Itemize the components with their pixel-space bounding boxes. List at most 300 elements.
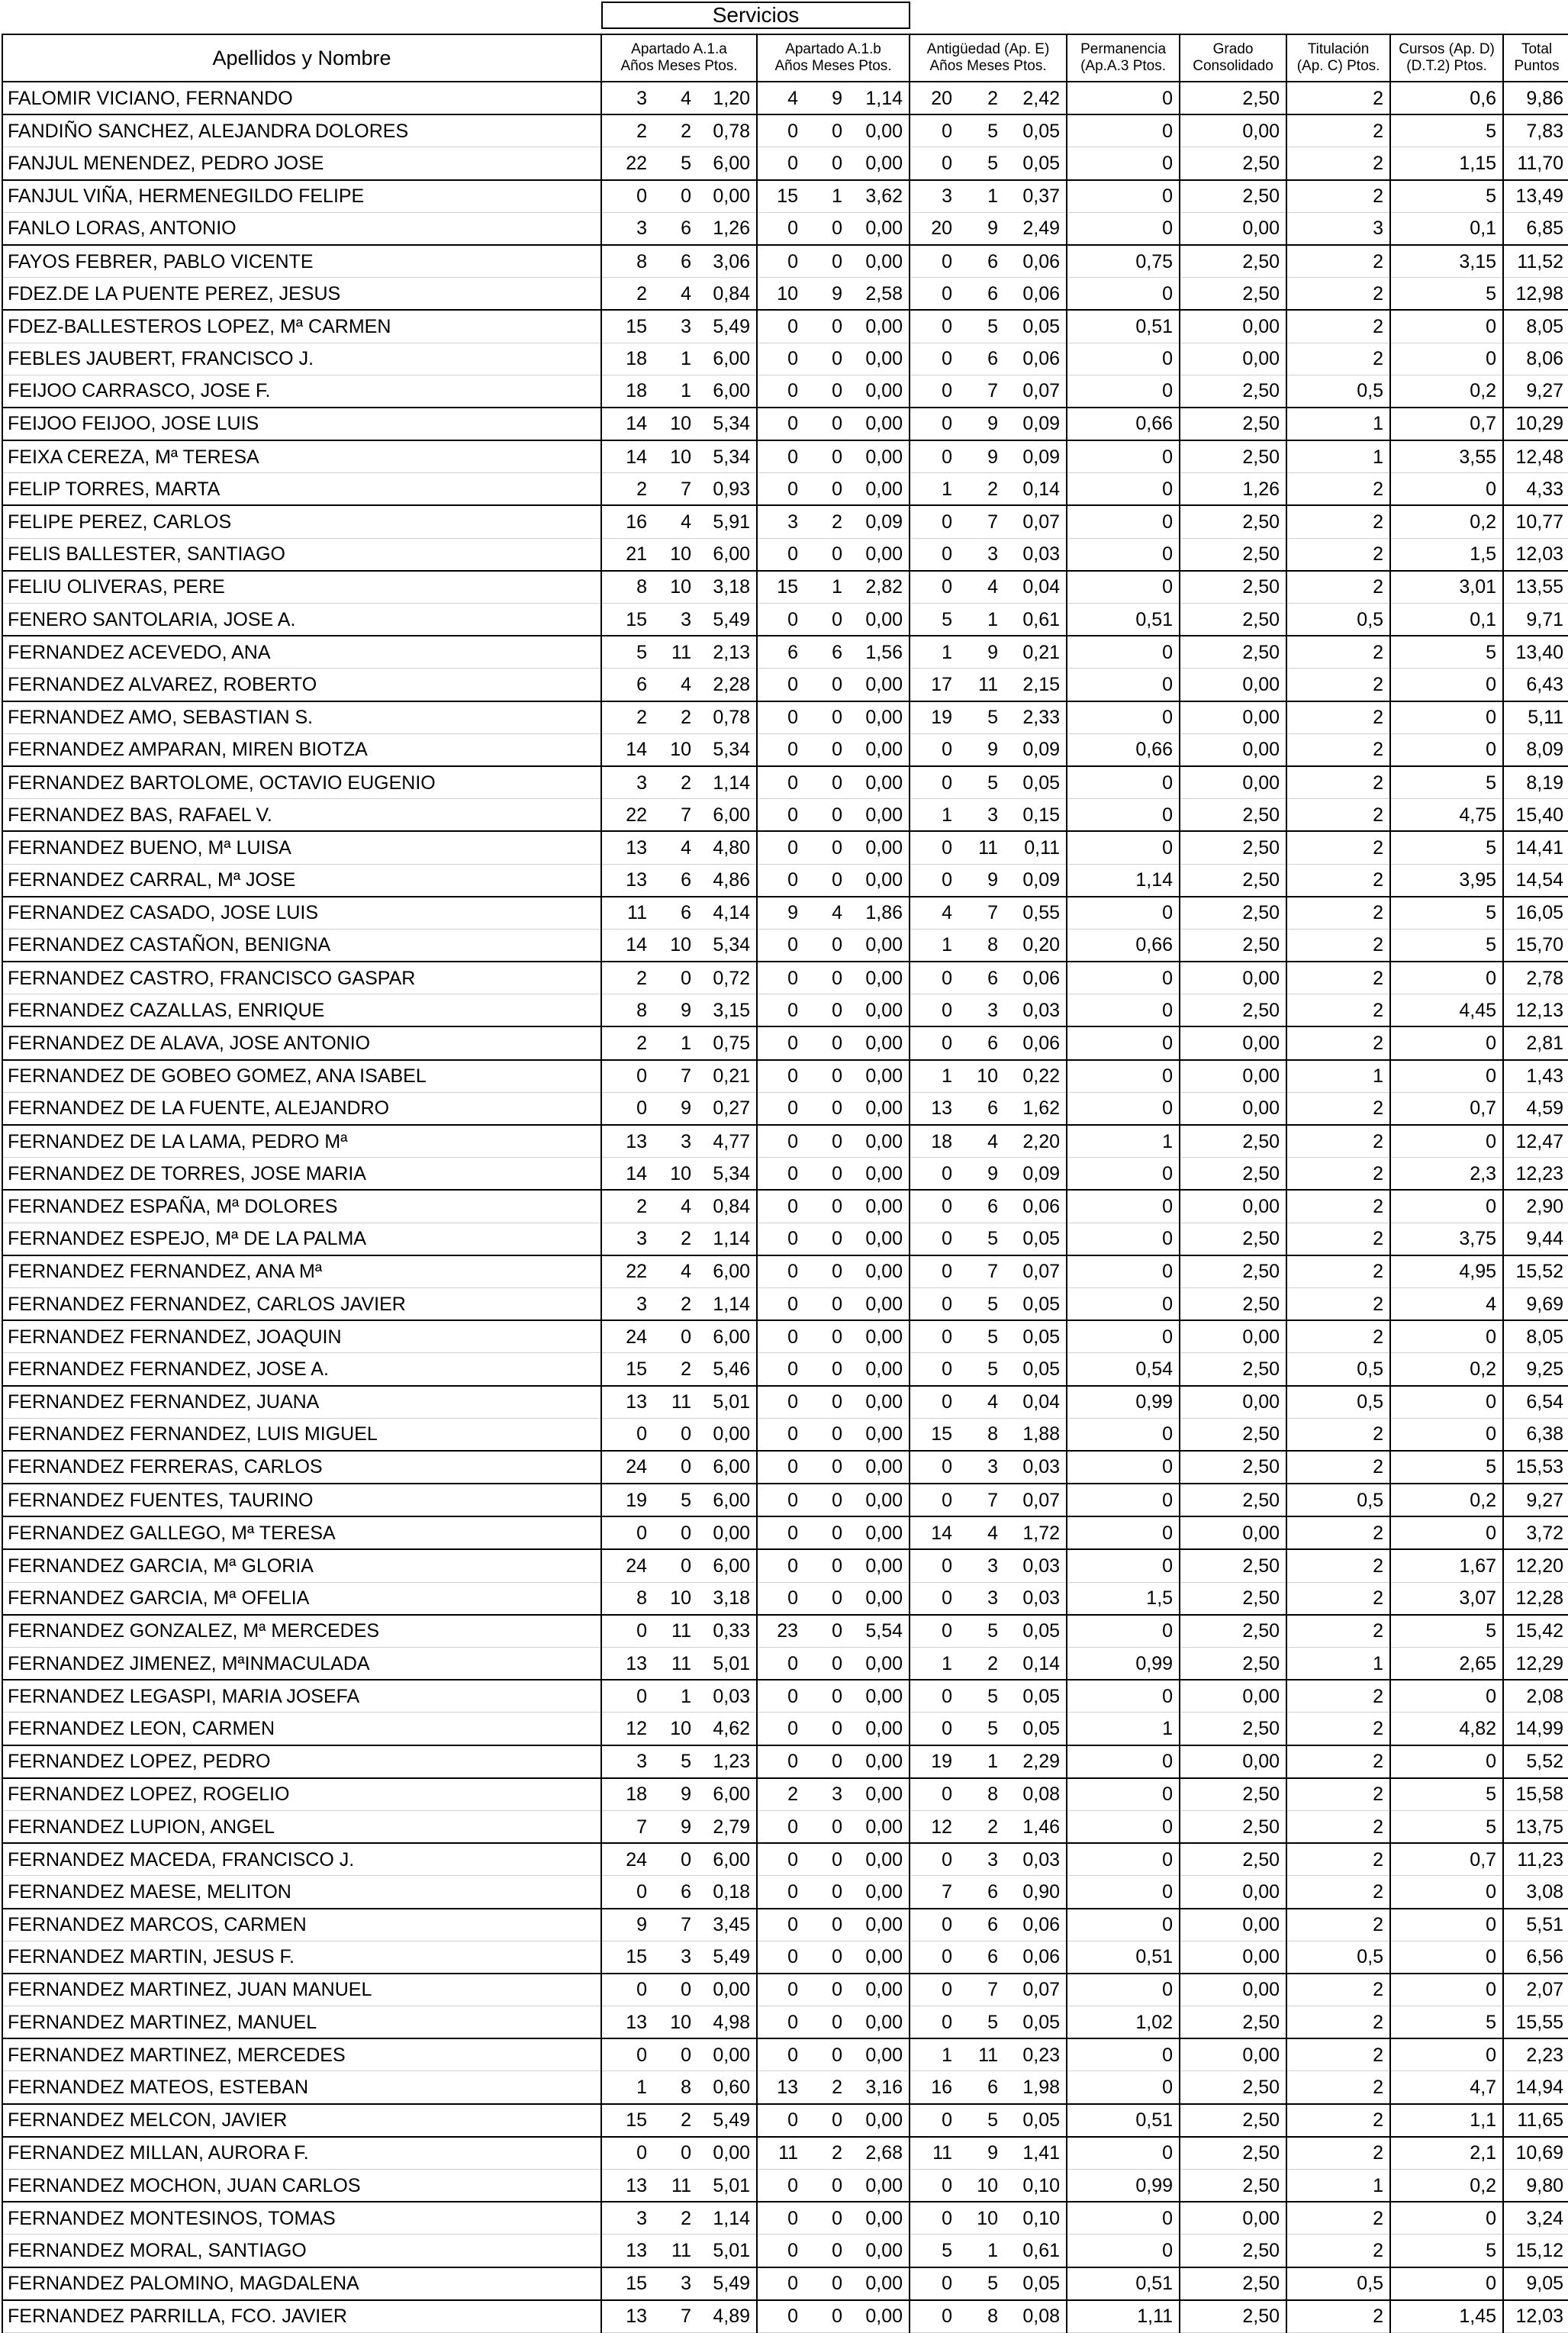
cell-cursos: 0,1 bbox=[1390, 604, 1503, 636]
cell-name: FERNANDEZ FERRERAS, CARLOS bbox=[2, 1451, 601, 1484]
cell-a1b-meses: 0 bbox=[832, 608, 843, 630]
cell-grado: 0,00 bbox=[1180, 1516, 1286, 1549]
col-header-total: Total Puntos bbox=[1503, 34, 1568, 82]
cell-total: 5,51 bbox=[1503, 1909, 1568, 1941]
cell-antig-ptos: 0,22 bbox=[1003, 1060, 1067, 1093]
cell-name: FERNANDEZ MACEDA, FRANCISCO J. bbox=[2, 1843, 601, 1876]
cell-a1b-ptos: 0,00 bbox=[847, 2038, 910, 2071]
cell-a1a-ptos: 3,06 bbox=[696, 245, 757, 278]
cell-a1a-meses: 2 bbox=[681, 120, 691, 142]
cell-antig-anos: 0 bbox=[910, 1287, 957, 1320]
cell-cursos: 0,2 bbox=[1390, 505, 1503, 538]
cell-total: 15,12 bbox=[1503, 2235, 1568, 2267]
cell-antig-anos: 1 bbox=[910, 1060, 957, 1093]
cell-permanencia: 0,51 bbox=[1067, 310, 1180, 343]
cell-antig-meses: 7 bbox=[987, 1489, 999, 1511]
cell-a1a-anos: 3 bbox=[601, 2202, 652, 2235]
cell-a1b-anos: 23 bbox=[757, 1615, 803, 1648]
cell-total: 9,69 bbox=[1503, 1287, 1568, 1320]
cell-a1a-ptos: 4,89 bbox=[696, 2300, 757, 2333]
cell-antig-meses: 9 bbox=[987, 869, 999, 891]
cell-cursos: 5 bbox=[1390, 636, 1503, 669]
cell-a1a-ptos: 0,75 bbox=[696, 1026, 757, 1059]
cell-a1a-meses: 0 bbox=[681, 1522, 691, 1544]
cell-grado: 2,50 bbox=[1180, 1451, 1286, 1484]
cell-antig-anos: 0 bbox=[910, 864, 957, 897]
table-row bbox=[2, 669, 1568, 701]
cell-a1b-ptos: 0,00 bbox=[847, 766, 910, 799]
cell-a1b-ptos: 0,00 bbox=[847, 473, 910, 506]
cell-antig-meses: 5 bbox=[987, 1358, 999, 1380]
cell-a1a-ptos: 3,15 bbox=[696, 994, 757, 1027]
table-row bbox=[2, 1615, 1568, 1648]
cell-name: FERNANDEZ LOPEZ, PEDRO bbox=[2, 1745, 601, 1778]
cell-a1a-anos: 3 bbox=[601, 1223, 652, 1255]
cell-total: 14,99 bbox=[1503, 1713, 1568, 1745]
cell-a1a-meses: 7 bbox=[681, 1914, 691, 1936]
cell-titulacion: 2 bbox=[1286, 2071, 1390, 2104]
cell-a1a-meses: 0 bbox=[681, 1456, 691, 1478]
cell-grado: 0,00 bbox=[1180, 212, 1286, 245]
cell-antig-anos: 16 bbox=[910, 2071, 957, 2104]
cell-a1b-anos: 0 bbox=[757, 114, 803, 147]
cell-a1b-ptos: 0,00 bbox=[847, 1060, 910, 1093]
cell-antig-ptos: 0,10 bbox=[1003, 2170, 1067, 2202]
cell-name: FERNANDEZ AMO, SEBASTIAN S. bbox=[2, 701, 601, 734]
cell-a1b-ptos: 0,00 bbox=[847, 2235, 910, 2267]
cell-antig-ptos: 0,05 bbox=[1003, 1680, 1067, 1713]
cell-permanencia: 1 bbox=[1067, 1713, 1180, 1745]
cell-a1b-ptos: 0,00 bbox=[847, 310, 910, 343]
cell-total: 6,85 bbox=[1503, 212, 1568, 245]
cell-titulacion: 2 bbox=[1286, 1418, 1390, 1451]
col-header-grado: Grado Consolidado bbox=[1180, 34, 1286, 82]
cell-a1a-anos: 7 bbox=[601, 1810, 652, 1843]
cell-total: 13,40 bbox=[1503, 636, 1568, 669]
cell-a1b-ptos: 0,00 bbox=[847, 1582, 910, 1615]
cell-permanencia: 0 bbox=[1067, 1615, 1180, 1648]
cell-a1b-meses: 0 bbox=[832, 2011, 843, 2033]
cell-a1a-meses: 11 bbox=[671, 1652, 691, 1674]
cell-a1b-meses: 0 bbox=[832, 2109, 843, 2132]
cell-antig-meses: 5 bbox=[987, 2273, 999, 2295]
cell-antig-ptos: 0,05 bbox=[1003, 2267, 1067, 2300]
cell-titulacion: 2 bbox=[1286, 1582, 1390, 1615]
cell-antig-meses: 6 bbox=[987, 2077, 999, 2099]
cell-cursos: 0 bbox=[1390, 1516, 1503, 1549]
cell-a1a-ptos: 0,72 bbox=[696, 962, 757, 994]
cell-antig-ptos: 0,07 bbox=[1003, 1974, 1067, 2006]
cell-a1a-ptos: 6,00 bbox=[696, 1320, 757, 1353]
cell-name: FERNANDEZ MILLAN, AURORA F. bbox=[2, 2137, 601, 2170]
cell-a1b-meses: 0 bbox=[832, 380, 843, 402]
cell-a1a-meses: 11 bbox=[671, 1391, 691, 1413]
table-row bbox=[2, 2235, 1568, 2267]
cell-a1a-ptos: 3,45 bbox=[696, 1909, 757, 1941]
cell-a1b-ptos: 0,00 bbox=[847, 1386, 910, 1419]
cell-a1b-meses: 0 bbox=[832, 1880, 843, 1903]
cell-a1a-ptos: 3,18 bbox=[696, 571, 757, 604]
cell-a1b-anos: 10 bbox=[757, 278, 803, 311]
cell-a1a-ptos: 5,46 bbox=[696, 1353, 757, 1386]
cell-titulacion: 2 bbox=[1286, 1778, 1390, 1811]
cell-antig-anos: 0 bbox=[910, 994, 957, 1027]
table-row bbox=[2, 1158, 1568, 1191]
cell-cursos: 0 bbox=[1390, 473, 1503, 506]
cell-a1a-ptos: 6,00 bbox=[696, 1255, 757, 1288]
cell-antig-meses: 1 bbox=[987, 1751, 999, 1773]
cell-permanencia: 0 bbox=[1067, 1549, 1180, 1582]
cell-antig-meses: 2 bbox=[987, 1816, 999, 1838]
cell-grado: 2,50 bbox=[1180, 604, 1286, 636]
cell-grado: 0,00 bbox=[1180, 669, 1286, 701]
cell-a1b-anos: 0 bbox=[757, 2300, 803, 2333]
cell-grado: 0,00 bbox=[1180, 1026, 1286, 1059]
cell-a1b-anos: 0 bbox=[757, 245, 803, 278]
cell-a1b-meses: 0 bbox=[832, 1914, 843, 1936]
cell-antig-ptos: 0,05 bbox=[1003, 1615, 1067, 1648]
cell-antig-anos: 0 bbox=[910, 1974, 957, 2006]
cell-a1b-ptos: 0,00 bbox=[847, 864, 910, 897]
cell-antig-ptos: 1,46 bbox=[1003, 1810, 1067, 1843]
cell-a1a-ptos: 5,49 bbox=[696, 604, 757, 636]
cell-a1a-anos: 0 bbox=[601, 1974, 652, 2006]
cell-antig-meses: 11 bbox=[978, 2044, 999, 2066]
cell-grado: 2,50 bbox=[1180, 245, 1286, 278]
cell-antig-anos: 1 bbox=[910, 473, 957, 506]
cell-a1b-anos: 0 bbox=[757, 1418, 803, 1451]
cell-antig-ptos: 2,29 bbox=[1003, 1745, 1067, 1778]
cell-antig-meses: 6 bbox=[987, 282, 999, 305]
table-row bbox=[2, 1026, 1568, 1059]
table-row bbox=[2, 1386, 1568, 1419]
cell-a1b-anos: 0 bbox=[757, 1909, 803, 1941]
cell-permanencia: 0,66 bbox=[1067, 408, 1180, 440]
cell-antig-meses: 3 bbox=[987, 804, 999, 826]
cell-a1b-meses: 0 bbox=[832, 543, 843, 566]
cell-a1b-ptos: 0,00 bbox=[847, 2006, 910, 2039]
table-row bbox=[2, 1713, 1568, 1745]
cell-a1a-meses: 6 bbox=[681, 902, 691, 924]
cell-a1b-anos: 0 bbox=[757, 538, 803, 571]
cell-a1a-anos: 3 bbox=[601, 82, 652, 114]
cell-antig-ptos: 0,37 bbox=[1003, 180, 1067, 213]
cell-grado: 0,00 bbox=[1180, 1060, 1286, 1093]
cell-a1b-meses: 0 bbox=[832, 673, 843, 695]
cell-a1a-anos: 5 bbox=[601, 636, 652, 669]
cell-antig-meses: 6 bbox=[987, 1195, 999, 1217]
cell-antig-ptos: 0,06 bbox=[1003, 278, 1067, 311]
cell-a1a-meses: 1 bbox=[681, 348, 691, 370]
cell-a1a-meses: 10 bbox=[670, 934, 691, 956]
cell-a1a-ptos: 1,14 bbox=[696, 766, 757, 799]
table-row bbox=[2, 733, 1568, 766]
cell-permanencia: 0 bbox=[1067, 180, 1180, 213]
cell-grado: 2,50 bbox=[1180, 864, 1286, 897]
cell-name: FERNANDEZ ESPAÑA, Mª DOLORES bbox=[2, 1190, 601, 1223]
table-row bbox=[2, 1484, 1568, 1516]
cell-a1b-ptos: 0,00 bbox=[847, 1418, 910, 1451]
cell-a1b-ptos: 0,00 bbox=[847, 1810, 910, 1843]
cell-antig-anos: 18 bbox=[910, 1125, 957, 1158]
cell-antig-ptos: 0,09 bbox=[1003, 1158, 1067, 1191]
cell-name: FERNANDEZ FUENTES, TAURINO bbox=[2, 1484, 601, 1516]
cell-titulacion: 2 bbox=[1286, 473, 1390, 506]
cell-a1b-ptos: 0,00 bbox=[847, 733, 910, 766]
cell-a1b-anos: 15 bbox=[757, 180, 803, 213]
cell-antig-anos: 0 bbox=[910, 2267, 957, 2300]
cell-titulacion: 2 bbox=[1286, 2006, 1390, 2039]
cell-antig-meses: 8 bbox=[987, 1423, 999, 1445]
cell-antig-ptos: 0,06 bbox=[1003, 343, 1067, 375]
cell-a1b-ptos: 0,00 bbox=[847, 1026, 910, 1059]
cell-titulacion: 2 bbox=[1286, 1680, 1390, 1713]
cell-a1b-anos: 15 bbox=[757, 571, 803, 604]
cell-a1b-ptos: 0,00 bbox=[847, 1255, 910, 1288]
cell-name: FERNANDEZ BUENO, Mª LUISA bbox=[2, 831, 601, 864]
cell-total: 14,41 bbox=[1503, 831, 1568, 864]
cell-antig-ptos: 1,62 bbox=[1003, 1092, 1067, 1125]
cell-a1a-meses: 10 bbox=[670, 1587, 691, 1610]
cell-antig-anos: 0 bbox=[910, 1386, 957, 1419]
cell-titulacion: 2 bbox=[1286, 2235, 1390, 2267]
cell-total: 16,05 bbox=[1503, 897, 1568, 930]
cell-total: 2,81 bbox=[1503, 1026, 1568, 1059]
cell-grado: 0,00 bbox=[1180, 1974, 1286, 2006]
table-row bbox=[2, 2038, 1568, 2071]
table-row bbox=[2, 2300, 1568, 2333]
cell-cursos: 4,95 bbox=[1390, 1255, 1503, 1288]
cell-cursos: 2,65 bbox=[1390, 1648, 1503, 1680]
cell-antig-anos: 19 bbox=[910, 1745, 957, 1778]
cell-antig-anos: 0 bbox=[910, 962, 957, 994]
cell-a1b-ptos: 0,00 bbox=[847, 2202, 910, 2235]
cell-a1b-anos: 0 bbox=[757, 1516, 803, 1549]
cell-permanencia: 0 bbox=[1067, 766, 1180, 799]
table-row bbox=[2, 1680, 1568, 1713]
cell-a1b-meses: 0 bbox=[832, 967, 843, 989]
cell-a1b-anos: 0 bbox=[757, 1060, 803, 1093]
col-header-permanencia: Permanencia (Ap.A.3 Ptos. bbox=[1067, 34, 1180, 82]
cell-grado: 2,50 bbox=[1180, 538, 1286, 571]
cell-name: FERNANDEZ MATEOS, ESTEBAN bbox=[2, 2071, 601, 2104]
cell-a1a-anos: 14 bbox=[601, 929, 652, 962]
cell-a1a-ptos: 5,01 bbox=[696, 1386, 757, 1419]
cell-antig-anos: 1 bbox=[910, 1648, 957, 1680]
cell-a1a-meses: 7 bbox=[681, 804, 691, 826]
cell-permanencia: 0 bbox=[1067, 1287, 1180, 1320]
cell-permanencia: 0 bbox=[1067, 1092, 1180, 1125]
cell-a1b-ptos: 0,00 bbox=[847, 799, 910, 832]
cell-grado: 2,50 bbox=[1180, 82, 1286, 114]
cell-antig-meses: 9 bbox=[987, 413, 999, 435]
cell-grado: 2,50 bbox=[1180, 505, 1286, 538]
cell-a1a-ptos: 6,00 bbox=[696, 538, 757, 571]
cell-antig-anos: 0 bbox=[910, 2202, 957, 2235]
cell-a1a-anos: 0 bbox=[601, 1680, 652, 1713]
cell-name: FERNANDEZ LUPION, ANGEL bbox=[2, 1810, 601, 1843]
cell-a1b-ptos: 3,62 bbox=[847, 180, 910, 213]
cell-grado: 2,50 bbox=[1180, 1158, 1286, 1191]
cell-a1b-anos: 0 bbox=[757, 2202, 803, 2235]
table-row bbox=[2, 473, 1568, 506]
cell-name: FERNANDEZ GALLEGO, Mª TERESA bbox=[2, 1516, 601, 1549]
cell-a1a-meses: 4 bbox=[681, 87, 691, 109]
cell-antig-ptos: 0,03 bbox=[1003, 1451, 1067, 1484]
cell-a1a-anos: 0 bbox=[601, 1418, 652, 1451]
col-header-antiguedad: Antigüedad (Ap. E) Años Meses Ptos. bbox=[910, 34, 1067, 82]
cell-a1b-anos: 0 bbox=[757, 1287, 803, 1320]
cell-antig-ptos: 0,15 bbox=[1003, 799, 1067, 832]
cell-a1b-meses: 0 bbox=[832, 1326, 843, 1348]
cell-antig-anos: 0 bbox=[910, 571, 957, 604]
cell-a1b-ptos: 0,00 bbox=[847, 1745, 910, 1778]
cell-a1b-meses: 0 bbox=[832, 1456, 843, 1478]
cell-permanencia: 0 bbox=[1067, 799, 1180, 832]
cell-a1b-anos: 0 bbox=[757, 669, 803, 701]
cell-a1a-anos: 2 bbox=[601, 473, 652, 506]
cell-a1b-anos: 0 bbox=[757, 147, 803, 180]
cell-grado: 2,50 bbox=[1180, 375, 1286, 408]
cell-permanencia: 0 bbox=[1067, 1843, 1180, 1876]
cell-a1a-meses: 10 bbox=[670, 446, 691, 468]
cell-total: 2,08 bbox=[1503, 1680, 1568, 1713]
cell-titulacion: 2 bbox=[1286, 2038, 1390, 2071]
cell-a1b-meses: 0 bbox=[832, 250, 843, 272]
cell-total: 8,05 bbox=[1503, 310, 1568, 343]
table-row bbox=[2, 212, 1568, 245]
cell-a1a-meses: 0 bbox=[681, 2044, 691, 2066]
cell-antig-meses: 3 bbox=[987, 1555, 999, 1577]
cell-antig-meses: 5 bbox=[987, 2011, 999, 2033]
cell-a1a-anos: 3 bbox=[601, 212, 652, 245]
cell-antig-ptos: 2,33 bbox=[1003, 701, 1067, 734]
cell-cursos: 0 bbox=[1390, 1909, 1503, 1941]
cell-permanencia: 0 bbox=[1067, 375, 1180, 408]
cell-a1a-meses: 9 bbox=[681, 1784, 691, 1806]
cell-antig-meses: 3 bbox=[987, 1587, 999, 1610]
cell-name: FERNANDEZ MELCON, JAVIER bbox=[2, 2104, 601, 2137]
cell-a1a-anos: 0 bbox=[601, 1092, 652, 1125]
table-row bbox=[2, 1778, 1568, 1811]
cell-a1b-ptos: 0,00 bbox=[847, 147, 910, 180]
cell-permanencia: 0 bbox=[1067, 505, 1180, 538]
cell-total: 15,53 bbox=[1503, 1451, 1568, 1484]
cell-permanencia: 0 bbox=[1067, 1745, 1180, 1778]
cell-permanencia: 0 bbox=[1067, 114, 1180, 147]
cell-total: 8,19 bbox=[1503, 766, 1568, 799]
cell-antig-meses: 6 bbox=[987, 1914, 999, 1936]
table-row bbox=[2, 1223, 1568, 1255]
table-row bbox=[2, 1353, 1568, 1386]
cell-name: FERNANDEZ MONTESINOS, TOMAS bbox=[2, 2202, 601, 2235]
cell-a1a-ptos: 3,18 bbox=[696, 1582, 757, 1615]
cell-total: 2,07 bbox=[1503, 1974, 1568, 2006]
cell-grado: 2,50 bbox=[1180, 2267, 1286, 2300]
cell-a1b-meses: 0 bbox=[832, 120, 843, 142]
cell-a1b-ptos: 0,00 bbox=[847, 1843, 910, 1876]
cell-a1b-meses: 0 bbox=[832, 315, 843, 337]
cell-cursos: 5 bbox=[1390, 2235, 1503, 2267]
table-row bbox=[2, 538, 1568, 571]
cell-a1a-meses: 1 bbox=[681, 1033, 691, 1055]
cell-titulacion: 0,5 bbox=[1286, 1484, 1390, 1516]
cell-cursos: 0,7 bbox=[1390, 1843, 1503, 1876]
cell-a1b-anos: 2 bbox=[757, 1778, 803, 1811]
cell-a1a-meses: 0 bbox=[681, 967, 691, 989]
cell-antig-meses: 4 bbox=[987, 576, 999, 598]
cell-titulacion: 2 bbox=[1286, 1223, 1390, 1255]
cell-a1b-ptos: 0,00 bbox=[847, 1353, 910, 1386]
cell-permanencia: 0,99 bbox=[1067, 1648, 1180, 1680]
cell-titulacion: 2 bbox=[1286, 831, 1390, 864]
cell-antig-meses: 5 bbox=[987, 152, 999, 174]
cell-antig-ptos: 0,05 bbox=[1003, 2006, 1067, 2039]
cell-a1b-meses: 2 bbox=[832, 2142, 843, 2164]
cell-antig-meses: 11 bbox=[978, 673, 999, 695]
cell-permanencia: 0 bbox=[1067, 1418, 1180, 1451]
cell-a1b-ptos: 0,00 bbox=[847, 538, 910, 571]
cell-cursos: 4,82 bbox=[1390, 1713, 1503, 1745]
cell-a1b-ptos: 0,00 bbox=[847, 669, 910, 701]
cell-permanencia: 0 bbox=[1067, 1451, 1180, 1484]
cell-titulacion: 2 bbox=[1286, 1810, 1390, 1843]
cell-a1a-anos: 0 bbox=[601, 2137, 652, 2170]
cell-antig-ptos: 0,04 bbox=[1003, 571, 1067, 604]
cell-a1b-ptos: 0,00 bbox=[847, 1190, 910, 1223]
cell-a1a-anos: 15 bbox=[601, 2104, 652, 2137]
cell-a1b-anos: 0 bbox=[757, 604, 803, 636]
cell-a1a-ptos: 5,01 bbox=[696, 2170, 757, 2202]
cell-a1a-ptos: 0,84 bbox=[696, 278, 757, 311]
cell-grado: 0,00 bbox=[1180, 1745, 1286, 1778]
cell-a1a-ptos: 2,28 bbox=[696, 669, 757, 701]
cell-a1a-meses: 10 bbox=[670, 413, 691, 435]
cell-grado: 2,50 bbox=[1180, 1648, 1286, 1680]
cell-a1a-anos: 11 bbox=[601, 897, 652, 930]
cell-name: FERNANDEZ ALVAREZ, ROBERTO bbox=[2, 669, 601, 701]
cell-a1a-ptos: 4,77 bbox=[696, 1125, 757, 1158]
cell-a1a-ptos: 5,49 bbox=[696, 1941, 757, 1974]
cell-a1a-meses: 4 bbox=[681, 1261, 691, 1283]
cell-antig-anos: 11 bbox=[910, 2137, 957, 2170]
cell-antig-meses: 6 bbox=[987, 967, 999, 989]
cell-antig-anos: 0 bbox=[910, 1941, 957, 1974]
cell-a1a-meses: 3 bbox=[681, 1946, 691, 1968]
cell-name: FANJUL MENENDEZ, PEDRO JOSE bbox=[2, 147, 601, 180]
cell-a1a-anos: 14 bbox=[601, 1158, 652, 1191]
cell-a1b-meses: 0 bbox=[832, 1293, 843, 1315]
cell-cursos: 0 bbox=[1390, 701, 1503, 734]
cell-cursos: 0 bbox=[1390, 1876, 1503, 1909]
cell-grado: 2,50 bbox=[1180, 2170, 1286, 2202]
table-row bbox=[2, 1190, 1568, 1223]
cell-permanencia: 0 bbox=[1067, 1876, 1180, 1909]
cell-permanencia: 0 bbox=[1067, 1158, 1180, 1191]
cell-a1a-ptos: 4,80 bbox=[696, 831, 757, 864]
cell-a1a-meses: 0 bbox=[681, 1979, 691, 2001]
cell-name: FAYOS FEBRER, PABLO VICENTE bbox=[2, 245, 601, 278]
cell-name: FERNANDEZ AMPARAN, MIREN BIOTZA bbox=[2, 733, 601, 766]
cell-total: 14,54 bbox=[1503, 864, 1568, 897]
cell-antig-anos: 0 bbox=[910, 1582, 957, 1615]
cell-name: FERNANDEZ CARRAL, Mª JOSE bbox=[2, 864, 601, 897]
cell-titulacion: 2 bbox=[1286, 245, 1390, 278]
cell-a1a-ptos: 1,14 bbox=[696, 1223, 757, 1255]
cell-antig-meses: 5 bbox=[987, 2109, 999, 2132]
cell-permanencia: 0,66 bbox=[1067, 929, 1180, 962]
cell-a1a-meses: 4 bbox=[681, 511, 691, 533]
